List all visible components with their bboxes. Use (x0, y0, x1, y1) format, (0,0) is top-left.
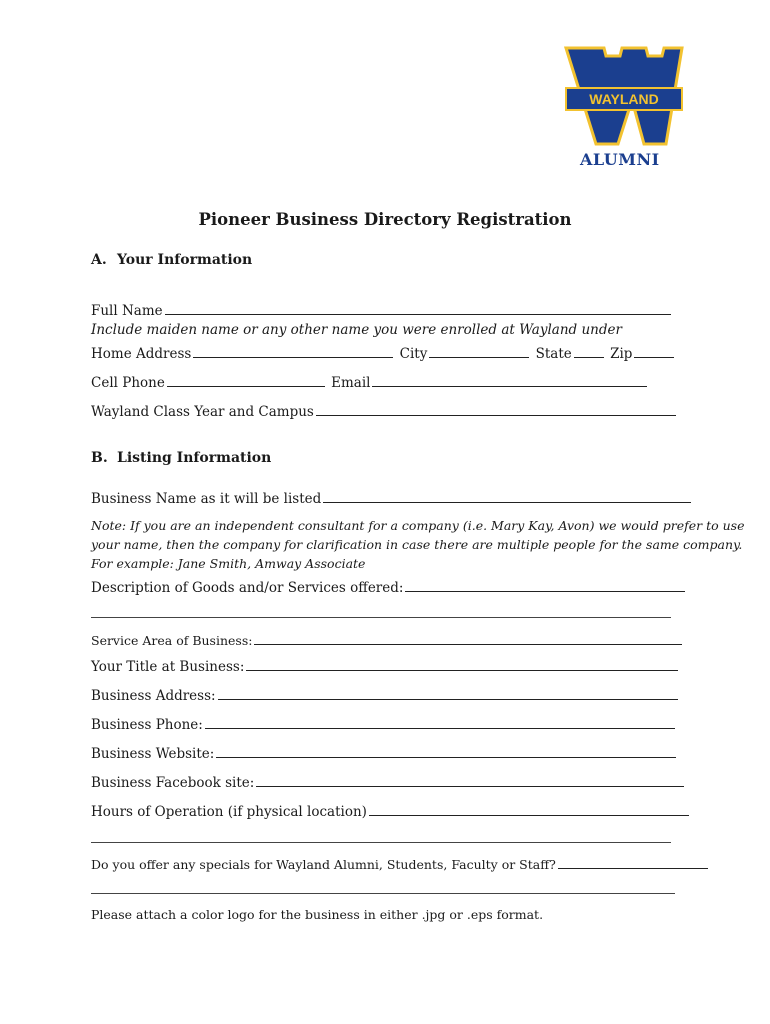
email-label: Email (331, 375, 371, 391)
description-label: Description of Goods and/or Services offered: (91, 580, 404, 596)
page-title: Pioneer Business Directory Registration (198, 210, 572, 229)
home-address-label: Home Address (91, 346, 192, 362)
hours-field[interactable] (369, 801, 689, 816)
note-line-1: Note: If you are an independent consultant for a company (i.e. Mary Kay, Avon) we would prefer to use (91, 518, 745, 533)
specials-row (91, 854, 710, 874)
description-field[interactable] (405, 577, 685, 592)
business-name-label: Business Name as it will be listed (91, 491, 322, 507)
city-label: City (399, 346, 428, 362)
class-year-label: Wayland Class Year and Campus (91, 404, 314, 420)
full-name-note: Include maiden name or any other name you were enrolled at Wayland under (91, 322, 622, 338)
business-phone-label: Business Phone: (91, 717, 203, 733)
specials-label: Do you offer any specials for Wayland Alumni, Students, Faculty or Staff? (91, 857, 556, 872)
section-b-heading (91, 450, 271, 466)
logo-banner-text: WAYLAND (589, 91, 659, 107)
business-phone-field[interactable] (205, 714, 675, 729)
logo-alumni-text: ALUMNI (580, 150, 660, 169)
description-row (91, 577, 687, 597)
state-label: State (535, 346, 572, 362)
cell-phone-field[interactable] (167, 372, 325, 387)
hours-row (91, 801, 691, 821)
zip-label: Zip (610, 346, 633, 362)
business-website-label: Business Website: (91, 746, 215, 762)
specials-field[interactable] (558, 854, 708, 869)
business-phone-row (91, 714, 677, 734)
state-field[interactable] (574, 343, 604, 358)
title-field[interactable] (246, 656, 678, 671)
section-b-title: Listing Information (117, 450, 272, 466)
business-website-row (91, 743, 678, 763)
city-field[interactable] (429, 343, 529, 358)
note-line-3: For example: Jane Smith, Amway Associate (91, 556, 366, 571)
specials-field-line-2[interactable] (91, 893, 675, 894)
section-a-title: Your Information (117, 252, 253, 268)
full-name-field[interactable] (165, 300, 671, 315)
business-address-row (91, 685, 680, 705)
title-label: Your Title at Business: (91, 659, 245, 675)
note-line-2: your name, then the company for clarification in case there are multiple people for the same company. (91, 537, 743, 552)
service-area-label: Service Area of Business: (91, 633, 253, 648)
zip-field[interactable] (634, 343, 674, 358)
business-name-field[interactable] (323, 488, 691, 503)
business-name-row (91, 488, 693, 508)
business-facebook-row (91, 772, 686, 792)
description-field-line-2[interactable] (91, 617, 671, 618)
section-b-letter: B. (91, 450, 108, 466)
section-a-letter: A. (91, 252, 107, 268)
section-a-heading (91, 252, 252, 268)
hours-field-line-2[interactable] (91, 842, 671, 843)
contact-row (91, 372, 649, 392)
cell-phone-label: Cell Phone (91, 375, 165, 391)
class-year-field[interactable] (316, 401, 676, 416)
email-field[interactable] (372, 372, 647, 387)
full-name-label: Full Name (91, 303, 163, 319)
business-address-label: Business Address: (91, 688, 216, 704)
home-address-row (91, 343, 676, 363)
business-facebook-label: Business Facebook site: (91, 775, 255, 791)
service-area-field[interactable] (254, 630, 682, 645)
hours-label: Hours of Operation (if physical location) (91, 804, 367, 820)
service-area-row (91, 630, 684, 650)
title-row (91, 656, 680, 676)
business-website-field[interactable] (216, 743, 676, 758)
footer-instructions: Please attach a color logo for the business in either .jpg or .eps format. (91, 907, 544, 922)
business-address-field[interactable] (218, 685, 678, 700)
home-address-field[interactable] (193, 343, 393, 358)
full-name-row (91, 300, 673, 320)
class-year-row (91, 401, 678, 421)
business-facebook-field[interactable] (256, 772, 684, 787)
